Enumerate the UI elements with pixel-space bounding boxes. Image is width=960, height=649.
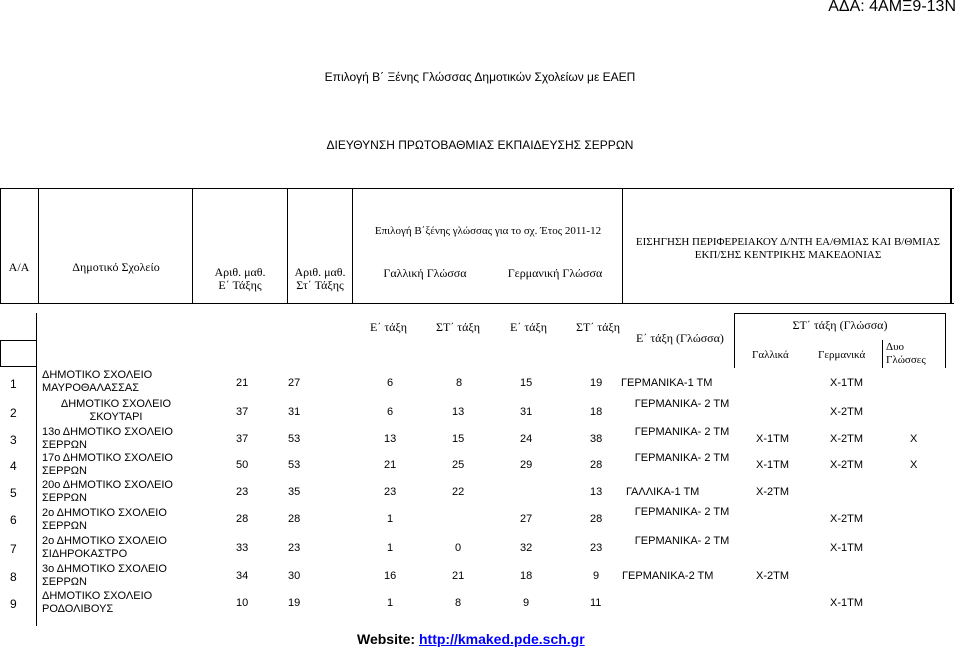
sub-st-taxi-german: ΣΤ΄ τάξη — [576, 320, 621, 334]
row-school: 2ο ΔΗΜΟΤΙΚΟ ΣΧΟΛΕΙΟ ΣΙΔΗΡΟΚΑΣΤΡΟ — [42, 535, 167, 560]
directorate-title: ΔΙΕΥΘΥΝΣΗ ΠΡΩΤΟΒΑΘΜΙΑΣ ΕΚΠΑΙΔΕΥΣΗΣ ΣΕΡΡΩΝ — [326, 138, 634, 152]
row-arith-st: 31 — [288, 406, 301, 418]
row-germanika: Χ-2ΤΜ — [830, 513, 863, 525]
row-arith-e: 33 — [236, 542, 249, 554]
row-german-e: 15 — [520, 377, 533, 389]
row-arith-st: 19 — [288, 597, 301, 609]
row-german-st: 19 — [590, 377, 603, 389]
header-french: Γαλλική Γλώσσα — [383, 266, 467, 280]
row-e-lang: ΓΕΡΜΑΝΙΚΑ-2 ΤΜ — [622, 570, 714, 582]
row-german-st: 9 — [593, 570, 600, 582]
row-e-lang: ΓΕΡΜΑΝΙΚΑ- 2 ΤΜ — [634, 398, 730, 410]
sub-st-taxi-french: ΣΤ΄ τάξη — [436, 320, 481, 334]
row-germanika: Χ-2ΤΜ — [830, 406, 863, 418]
row-dyo: Χ — [910, 459, 918, 471]
row-germanika: Χ-2ΤΜ — [830, 459, 863, 471]
row-french-st: 21 — [452, 570, 465, 582]
header-arith-st: Αριθ. μαθ. Στ΄ Τάξης — [294, 265, 346, 292]
row-german-st: 28 — [590, 459, 603, 471]
row-school: 3ο ΔΗΜΟΤΙΚΟ ΣΧΟΛΕΙΟ ΣΕΡΡΩΝ — [42, 563, 167, 588]
row-school: 2ο ΔΗΜΟΤΙΚΟ ΣΧΟΛΕΙΟ ΣΕΡΡΩΝ — [42, 507, 167, 532]
row-e-lang: ΓΕΡΜΑΝΙΚΑ-1 ΤΜ — [621, 377, 713, 389]
row-arith-e: 10 — [236, 597, 249, 609]
row-german-e: 9 — [523, 597, 530, 609]
row-french-e: 23 — [384, 486, 397, 498]
row-french-e: 13 — [384, 433, 397, 445]
row-french-e: 1 — [387, 597, 394, 609]
row-e-lang: ΓΑΛΛΙΚΑ-1 ΤΜ — [626, 486, 700, 498]
row-german-e: 27 — [520, 513, 533, 525]
row-number: 9 — [10, 597, 17, 611]
row-german-st: 18 — [590, 406, 603, 418]
row-school: 13ο ΔΗΜΟΤΙΚΟ ΣΧΟΛΕΙΟ ΣΕΡΡΩΝ — [42, 426, 173, 451]
website-link[interactable]: http://kmaked.pde.sch.gr — [418, 631, 585, 647]
row-e-lang: ΓΕΡΜΑΝΙΚΑ- 2 ΤΜ — [634, 426, 730, 438]
row-gallika: Χ-1ΤΜ — [756, 433, 789, 445]
row-arith-e: 21 — [236, 377, 249, 389]
row-german-e: 31 — [520, 406, 533, 418]
website-footer — [357, 631, 585, 647]
row-school: 17ο ΔΗΜΟΤΙΚΟ ΣΧΟΛΕΙΟ ΣΕΡΡΩΝ — [42, 452, 173, 477]
row-french-e: 16 — [384, 570, 397, 582]
row-e-lang: ΓΕΡΜΑΝΙΚΑ- 2 ΤΜ — [634, 535, 730, 547]
row-gallika: Χ-2ΤΜ — [756, 570, 789, 582]
row-french-st: 8 — [456, 377, 463, 389]
sub-st-taxi-lang: ΣΤ΄ τάξη (Γλώσσα) — [792, 318, 888, 332]
row-arith-e: 34 — [236, 570, 249, 582]
row-arith-e: 23 — [236, 486, 249, 498]
row-e-lang: ΓΕΡΜΑΝΙΚΑ- 2 ΤΜ — [634, 452, 730, 464]
row-french-e: 1 — [387, 542, 394, 554]
row-arith-st: 53 — [288, 433, 301, 445]
row-german-st: 28 — [590, 513, 603, 525]
sub-germanika: Γερμανικά — [818, 349, 866, 361]
row-french-e: 6 — [387, 406, 394, 418]
row-germanika: Χ-1ΤΜ — [830, 597, 863, 609]
sub-e-taxi-german: Ε΄ τάξη — [510, 320, 548, 334]
row-french-e: 21 — [384, 459, 397, 471]
row-number: 3 — [10, 433, 17, 447]
row-number: 6 — [10, 513, 17, 527]
document-title: Επιλογή Β΄ Ξένης Γλώσσας Δημοτικών Σχολείων με ΕΑΕΠ — [324, 70, 636, 84]
row-school: ΔΗΜΟΤΙΚΟ ΣΧΟΛΕΙΟ ΡΟΔΟΛΙΒΟΥΣ — [42, 590, 153, 615]
row-arith-st: 23 — [288, 542, 301, 554]
row-german-st: 23 — [590, 542, 603, 554]
row-arith-e: 37 — [236, 433, 249, 445]
row-german-st: 11 — [590, 597, 602, 609]
row-number: 2 — [10, 406, 17, 420]
row-gallika: Χ-2ΤΜ — [756, 486, 789, 498]
row-german-e: 29 — [520, 459, 533, 471]
row-french-st: 22 — [452, 486, 465, 498]
website-label: Website: — [357, 631, 416, 647]
row-number: 1 — [10, 377, 17, 391]
sub-e-taxi-lang: Ε΄ τάξη (Γλώσσα) — [636, 331, 724, 345]
header-school: Δημοτικό Σχολείο — [72, 260, 160, 274]
row-number: 5 — [10, 486, 17, 500]
row-arith-e: 50 — [236, 459, 249, 471]
row-german-e: 24 — [520, 433, 533, 445]
row-school: ΔΗΜΟΤΙΚΟ ΣΧΟΛΕΙΟ ΜΑΥΡΟΘΑΛΑΣΣΑΣ — [42, 369, 153, 394]
row-e-lang: ΓΕΡΜΑΝΙΚΑ- 2 ΤΜ — [634, 506, 730, 518]
row-dyo: Χ — [910, 433, 918, 445]
header-aa: Α/Α — [8, 260, 30, 274]
row-arith-st: 27 — [288, 377, 301, 389]
sub-dyo: Δυο Γλώσσες — [886, 341, 926, 366]
header-arith-e: Αριθ. μαθ. Ε΄ Τάξης — [214, 265, 266, 292]
header-german: Γερμανική Γλώσσα — [507, 266, 603, 280]
row-number: 4 — [10, 459, 17, 473]
row-french-st: 25 — [452, 459, 465, 471]
row-germanika: Χ-1ΤΜ — [830, 542, 863, 554]
row-germanika: Χ-2ΤΜ — [830, 433, 863, 445]
row-french-st: 8 — [455, 597, 462, 609]
row-germanika: Χ-1ΤΜ — [830, 377, 863, 389]
row-german-st: 13 — [590, 486, 603, 498]
row-gallika: Χ-1ΤΜ — [756, 459, 789, 471]
row-arith-st: 28 — [288, 513, 301, 525]
row-german-e: 18 — [520, 570, 533, 582]
row-arith-e: 37 — [236, 406, 249, 418]
row-french-st: 13 — [452, 406, 465, 418]
row-number: 7 — [10, 542, 17, 556]
header-choice: Επιλογή Β΄ξένης γλώσσας για το σχ. Έτος 2011-12 — [374, 225, 602, 237]
row-arith-e: 28 — [236, 513, 249, 525]
row-school: 20ο ΔΗΜΟΤΙΚΟ ΣΧΟΛΕΙΟ ΣΕΡΡΩΝ — [42, 479, 173, 504]
ada-code: ΑΔΑ: 4ΑΜΞ9-13Ν — [828, 0, 956, 15]
row-french-e: 6 — [387, 377, 394, 389]
row-french-st: 0 — [455, 542, 462, 554]
row-arith-st: 35 — [288, 486, 301, 498]
row-french-e: 1 — [387, 513, 394, 525]
row-arith-st: 53 — [288, 459, 301, 471]
row-number: 8 — [10, 570, 17, 584]
sub-e-taxi-french: Ε΄ τάξη — [370, 320, 408, 334]
sub-gallika: Γαλλικά — [752, 349, 789, 361]
row-french-st: 15 — [452, 433, 465, 445]
row-school: ΔΗΜΟΤΙΚΟ ΣΧΟΛΕΙΟ ΣΚΟΥΤΑΡΙ — [60, 398, 172, 423]
row-german-st: 38 — [590, 433, 603, 445]
header-proposal: ΕΙΣΗΓΗΣΗ ΠΕΡΙΦΕΡΕΙΑΚΟΥ Δ/ΝΤΗ ΕΑ/ΘΜΙΑΣ ΚΑΙ Β/ΘΜΙΑΣ ΕΚΠ/ΣΗΣ ΚΕΝΤΡΙΚΗΣ ΜΑΚΕΔΟΝΙΑΣ — [635, 236, 941, 261]
row-german-e: 32 — [520, 542, 533, 554]
row-arith-st: 30 — [288, 570, 301, 582]
